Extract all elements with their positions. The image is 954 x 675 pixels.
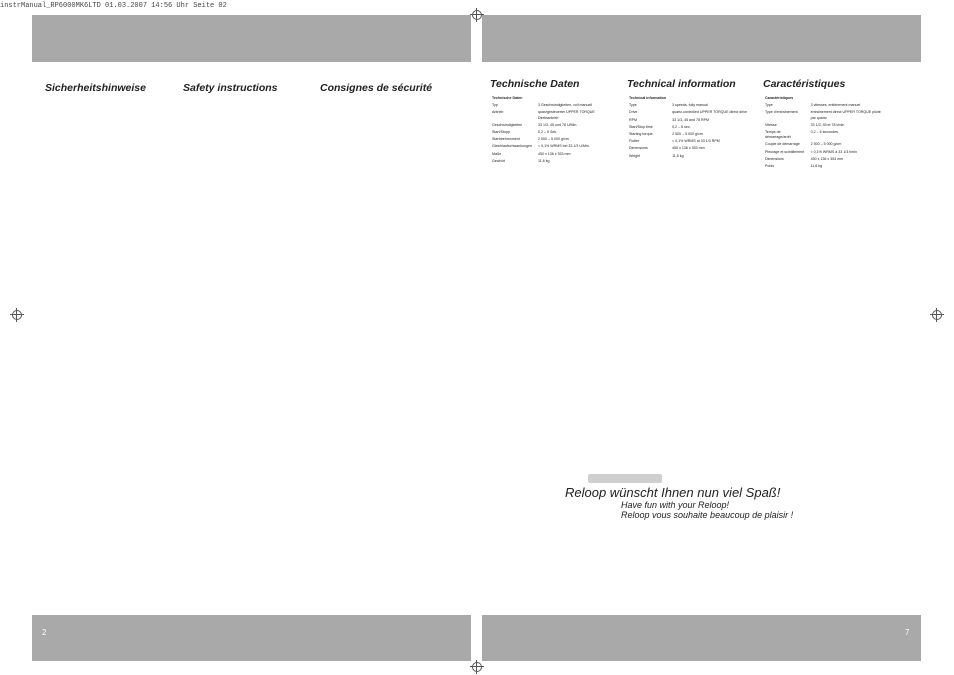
footer-band-right [482, 615, 921, 661]
spec-value: entraînement direct UPPER TORQUE piloté par quartz [810, 110, 881, 120]
spec-value: 450 x 136 x 353 mm [672, 146, 705, 151]
spec-row [492, 137, 616, 142]
spec-label: Technische Daten [492, 96, 523, 100]
spec-value: 2 500 – 5 000 g/cm [672, 132, 703, 137]
spec-value: 3 speeds, fully manual [672, 103, 708, 108]
spec-row [629, 154, 751, 159]
spec-row [765, 110, 889, 120]
spec-value: 0,2 – 6 sec. [672, 124, 691, 129]
spec-value: 3 Geschwindigkeiten, voll manuell [537, 103, 593, 108]
spec-value: 450 x 136 x 353 mm [810, 156, 844, 161]
column-french-specs [763, 72, 891, 171]
spec-row [765, 157, 889, 162]
spec-label: Gleichlaufschwankungen [492, 144, 532, 149]
slogan-french: Reloop vous souhaite beaucoup de plaisir ! [621, 510, 794, 520]
spec-label: Technical information [629, 96, 667, 100]
column-german-specs [490, 72, 618, 166]
spec-label: Dimensions [765, 156, 784, 161]
spec-row [492, 130, 616, 135]
spec-row [629, 125, 751, 130]
spec-label: Type [629, 103, 637, 108]
spec-label: Couple de démarrage [765, 142, 800, 147]
header-band-left [32, 15, 471, 62]
spec-label: Antrieb [492, 110, 504, 115]
footer-band-left [32, 615, 471, 661]
spec-row [492, 144, 616, 149]
spec-table [763, 94, 891, 171]
spec-row [765, 150, 889, 155]
spec-row [629, 139, 751, 144]
spec-row [492, 96, 616, 101]
spec-value: 3 vitesses, entièrement manuel [810, 103, 861, 108]
spec-row [765, 130, 889, 140]
spec-label: Temps de démarrage/arrêt [765, 130, 791, 140]
spec-row [492, 110, 616, 120]
spec-value: 33 1/3, 45 und 78 U/Min. [537, 122, 578, 127]
page-number-left: 2 [42, 628, 47, 637]
spec-row [492, 123, 616, 128]
spec-value: quartz-controlled UPPER TORQUE direct drive [672, 110, 748, 115]
spec-value: 11,6 kg [537, 158, 550, 163]
spec-row [629, 146, 751, 151]
spec-value: 0,2 – 6 secondes [810, 130, 838, 135]
spec-value: 450 x 136 x 353 mm [537, 151, 571, 156]
spec-value: < 0,1% WRMS bei 33 1/3 U/Min. [537, 144, 590, 149]
spec-label: Typ [492, 103, 498, 108]
spec-value [811, 96, 889, 101]
spec-row [765, 164, 889, 169]
spec-label: Start/Stop time [629, 124, 653, 129]
spec-label: Caractéristiques [765, 96, 794, 100]
section-heading: Consignes de sécurité [320, 82, 433, 94]
spec-row [629, 103, 751, 108]
spec-value: 11,6 kg [810, 164, 823, 169]
spec-label: Gewicht [492, 158, 505, 163]
spec-row [492, 152, 616, 157]
spec-label: Starting torque [629, 132, 653, 137]
spec-label: Drive [629, 110, 638, 115]
spec-value: 33 1/3, 45 et 78 t/min [810, 122, 845, 127]
header-band-right [482, 15, 921, 62]
spec-label: Flutter [629, 139, 640, 144]
spec-label: Type d'entraînement [765, 110, 798, 115]
spec-value: 11,6 kg [672, 153, 684, 158]
section-heading: Sicherheitshinweise [45, 82, 146, 94]
spec-label: Pleurage et scintillement [765, 149, 805, 154]
spec-label: Startdrehmoment [492, 137, 520, 142]
spec-row [492, 103, 616, 108]
spec-value: 33 1/3, 45 and 78 RPM [672, 117, 710, 122]
spec-value: 2 500 – 5 000 g/cm [810, 142, 842, 147]
reloop-logo [588, 474, 662, 483]
slogan-block [565, 485, 793, 520]
spec-value: 2 500 – 5 000 g/cm [537, 137, 569, 142]
spec-row [629, 96, 751, 101]
page-number-right: 7 [905, 628, 910, 637]
spec-row [629, 118, 751, 123]
section-heading: Technische Daten [490, 78, 580, 90]
spec-row [765, 96, 889, 101]
spec-label: Type [765, 103, 773, 108]
column-english-specs [627, 72, 755, 161]
section-heading: Caractéristiques [763, 78, 846, 90]
spec-label: Geschwindigkeiten [492, 122, 523, 127]
spec-table [490, 94, 618, 166]
slogan-english: Have fun with your Reloop! [621, 500, 730, 510]
spec-value: < 0,1% WRMS at 33 1/3 RPM [672, 139, 720, 144]
spec-value [672, 96, 751, 101]
spec-label: RPM [629, 117, 637, 122]
column-german-safety [45, 72, 174, 98]
spec-row [629, 132, 751, 137]
spec-value: 0,2 – 6 Sek. [537, 130, 558, 135]
section-heading: Safety instructions [183, 82, 278, 94]
registration-mark-bottom [470, 660, 484, 674]
spec-label: Vitesse [765, 122, 777, 127]
column-french-safety [320, 72, 453, 98]
spec-row [765, 142, 889, 147]
spec-value: quarzgesteuerter UPPER TORQUE Direktantrieb [537, 110, 595, 120]
spec-label: Start/Stopp [492, 130, 510, 135]
spec-label: Maße [492, 151, 502, 156]
spec-row [629, 110, 751, 115]
print-slug: instrManual_RP6000MK6LTD 01.03.2007 14:56 Uhr Seite 02 [0, 2, 227, 10]
spec-row [765, 123, 889, 128]
spec-value [538, 96, 616, 101]
spec-label: Poids [765, 164, 774, 169]
spec-value: < 0,1% WRMS à 33 1/3 t/min [810, 149, 858, 154]
spec-label: Weight [629, 153, 641, 158]
spec-row [765, 103, 889, 108]
spec-label: Dimensions [629, 146, 648, 151]
column-english-safety [183, 72, 312, 98]
spec-table [627, 94, 753, 161]
section-heading: Technical information [627, 78, 736, 90]
slogan-german: Reloop wünscht Ihnen nun viel Spaß! [565, 485, 781, 500]
spec-row [492, 159, 616, 164]
registration-mark-right [930, 308, 944, 322]
registration-mark-left [10, 308, 24, 322]
